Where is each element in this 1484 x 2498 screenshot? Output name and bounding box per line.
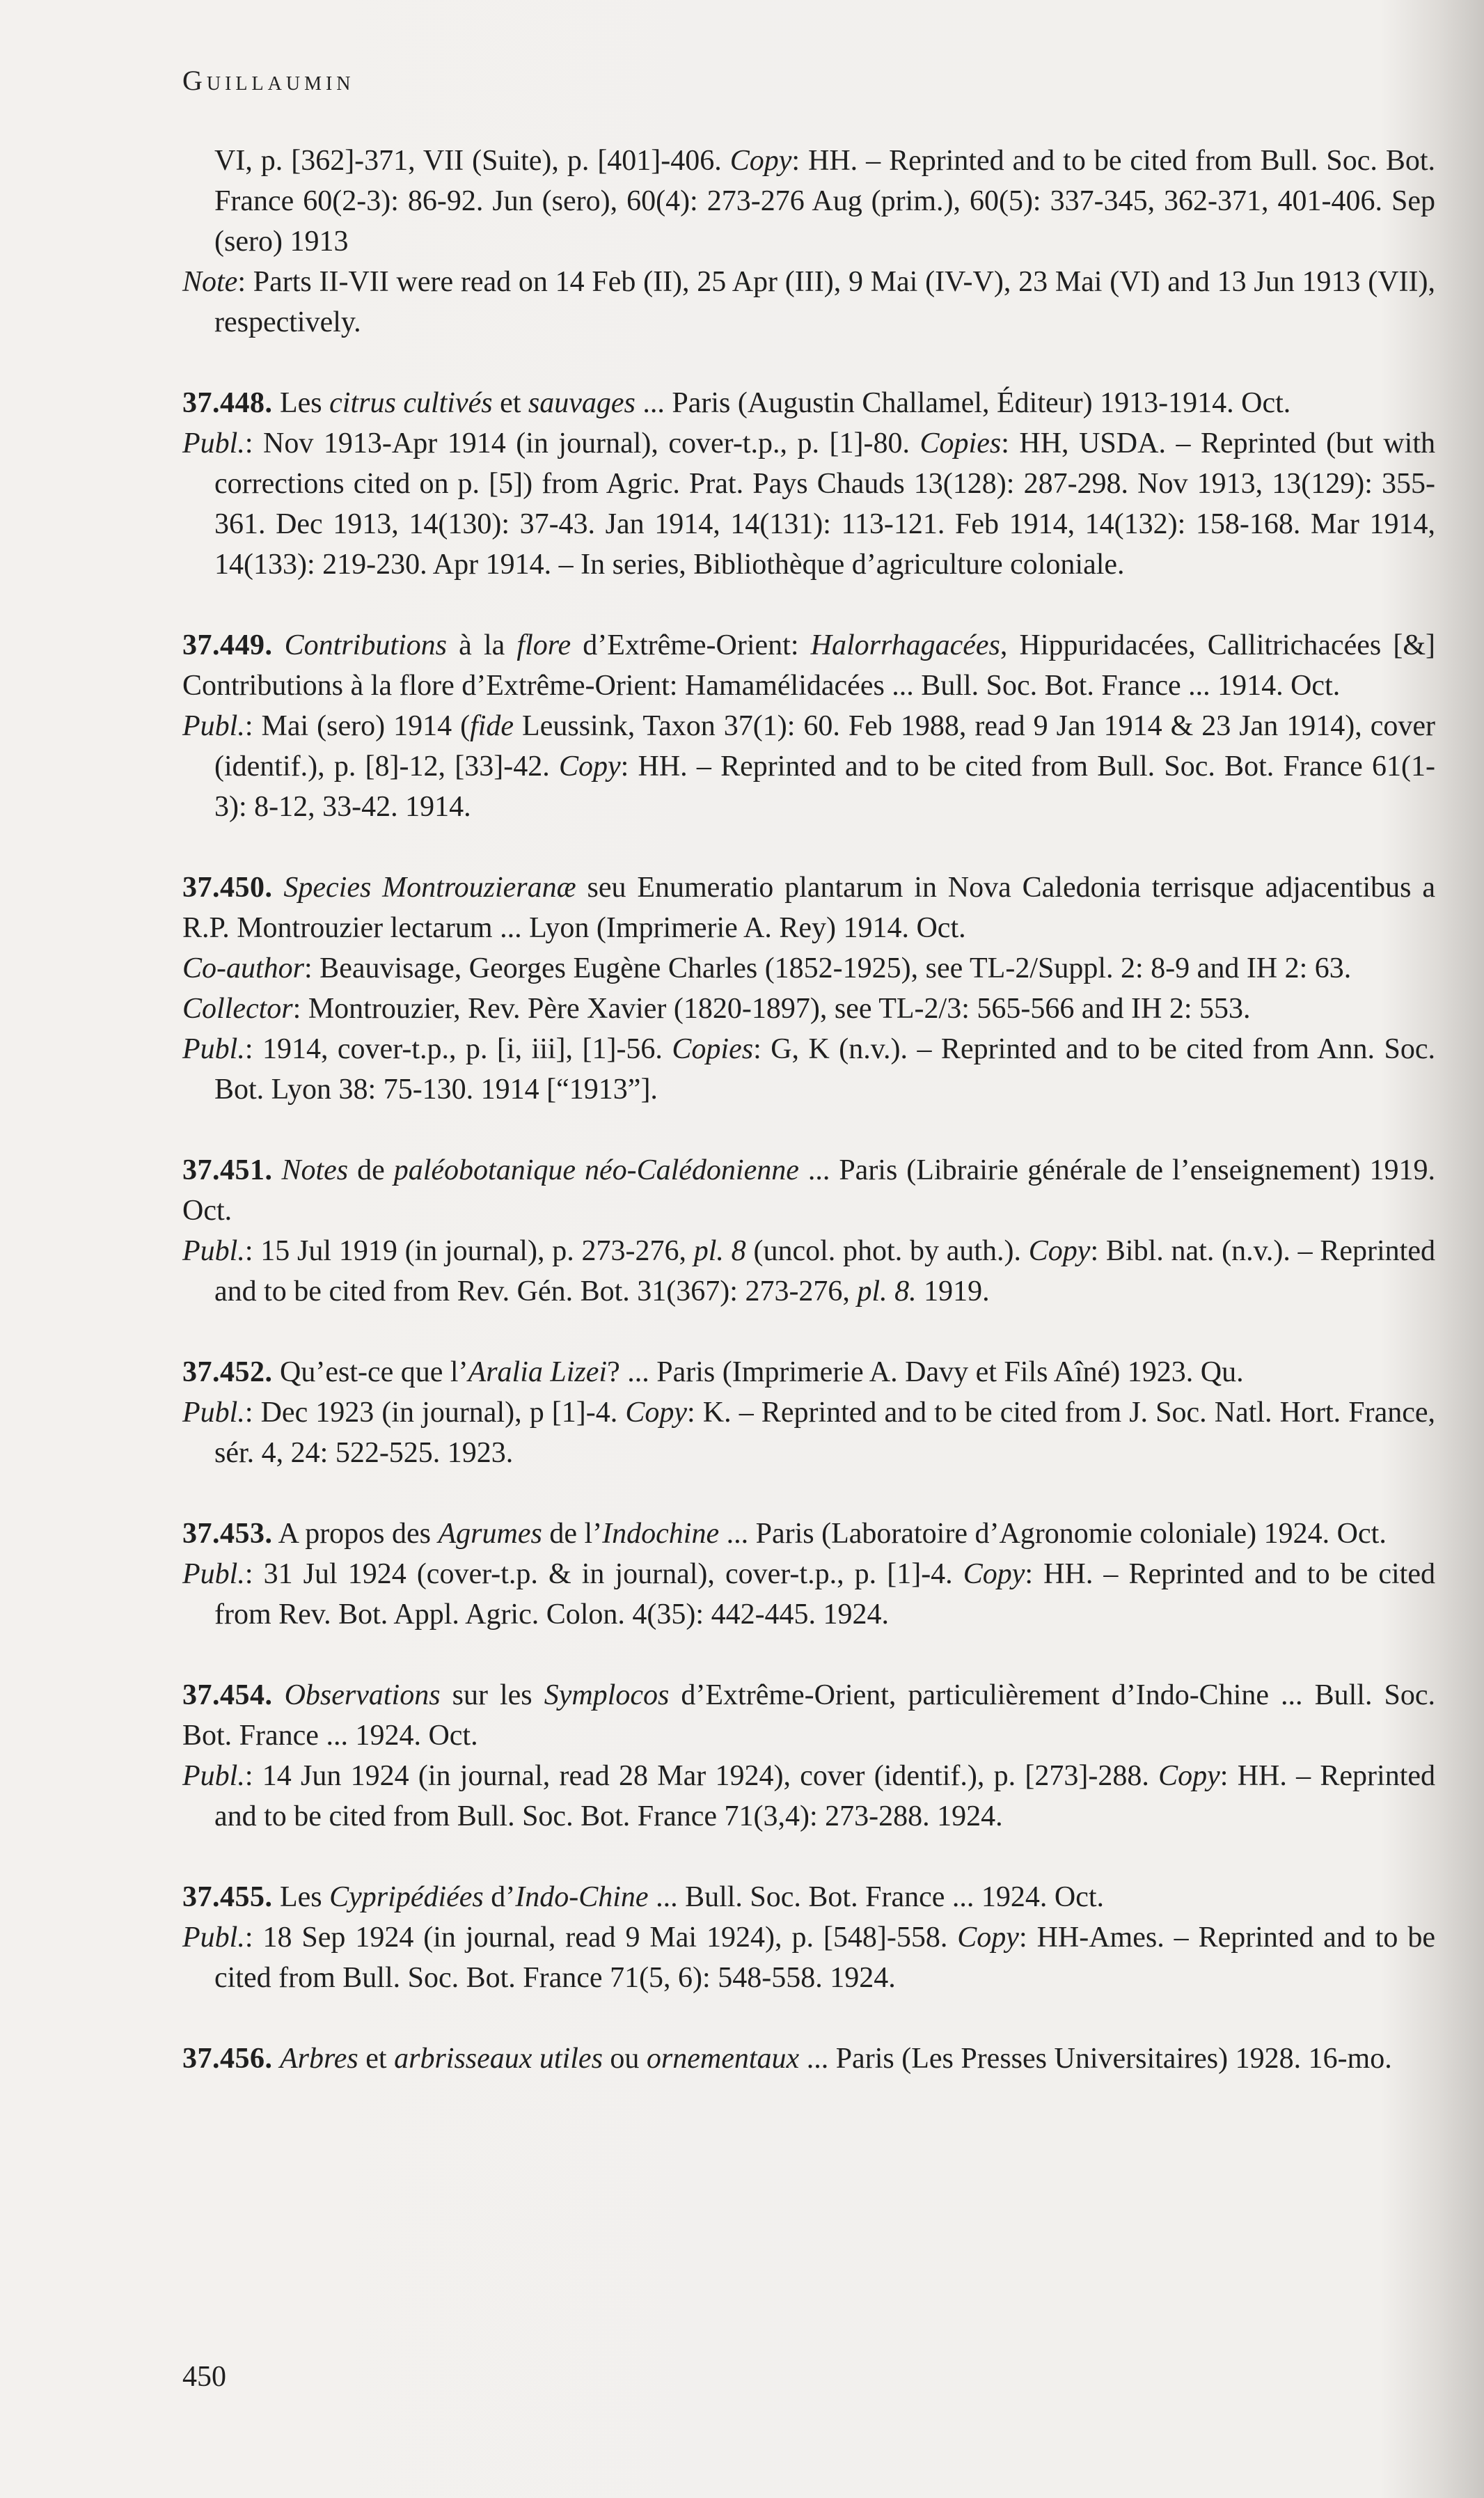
text-run: : 15 Jul 1919 (in journal), p. 273-276, [244,1235,694,1267]
text-run: ... Paris (Les Presses Universitaires) 1928. 16-mo. [799,2043,1392,2075]
italic-text: Cypripédiées [329,1881,484,1913]
text-run [273,872,284,904]
text-run: : Nov 1913-Apr 1914 (in journal), cover-t.p., p. [1]-80. [244,427,920,459]
italic-text: Copy [729,145,792,177]
text-run: Qu’est-ce que l’ [272,1356,468,1388]
text-run: : 14 Jun 1924 (in journal, read 28 Mar 1924), cover (identif.), p. [273]-288. [244,1760,1159,1792]
entry-number: 37.456. [182,2043,273,2075]
entry-field [182,262,1435,343]
text-run: : Dec 1923 (in journal), p [1]-4. [244,1397,626,1429]
entry-title [182,383,1435,423]
running-head: Guillaumin [182,65,355,96]
entry-number: 37.449. [182,629,273,661]
italic-text: Agrumes [438,1518,542,1550]
text-run: Les [272,1881,330,1913]
text-run: : HH. – Reprinted and to be cited from Bull. Soc. Bot. France 61(1-3): 8-12, 33-42. 1914. [214,751,1435,823]
italic-text: citrus cultivés [329,387,493,419]
text-run: (uncol. phot. by auth.). [745,1235,1029,1267]
entry-field [182,1392,1435,1473]
italic-text: Collector [182,993,293,1025]
text-run: ou [602,2043,647,2075]
entry-number: 37.450. [182,872,273,904]
italic-text: ornementaux [646,2043,800,2075]
text-run: : 18 Sep 1924 (in journal, read 9 Mai 1924), p. [548]-558. [244,1922,958,1954]
text-run: d’ [483,1881,516,1913]
italic-text: Copies [672,1033,754,1065]
text-run: d’Extrême-Orient: [571,629,811,661]
bibliography-entries [182,141,1435,2119]
bibliography-entry [182,625,1435,827]
text-run: ? ... Paris (Imprimerie A. Davy et Fils Aîné) 1923. Qu. [607,1356,1244,1388]
italic-text: Publ. [182,1760,245,1792]
text-run: : HH. – Reprinted and to be cited from Bull. Soc. Bot. France 60(2-3): 86-92. Jun (sero), 60(4): 273-276 Aug (prim.), 60(5): 337-345, 362-371, 401-406. Sep (sero) 1913 [214,145,1436,258]
entry-field [182,706,1435,827]
entry-title [182,1675,1435,1756]
bibliography-entry [182,867,1435,1110]
text-run: : 31 Jul 1924 (cover-t.p. & in journal), cover-t.p., p. [1]-4. [244,1558,963,1590]
entry-title [182,2039,1435,2079]
italic-text: Copies [919,427,1002,459]
page-number: 450 [182,2361,226,2393]
text-run: : Parts II-VII were read on 14 Feb (II), 25 Apr (III), 9 Mai (IV-V), 23 Mai (VI) and 13 Jun 1913 (VII), respectively. [214,266,1435,338]
entry-field [182,1029,1435,1110]
text-run: : Beauvisage, Georges Eugène Charles (1852-1925), see TL-2/Suppl. 2: 8-9 and IH 2: 63. [304,952,1352,984]
text-run: ... Paris (Librairie générale de l’enseignement) 1919. Oct. [182,1154,1435,1227]
italic-text: Publ. [182,1397,245,1429]
italic-text: fide [470,710,514,742]
text-run: et [492,387,528,419]
entry-field [182,423,1435,585]
italic-text: Observations [284,1679,441,1711]
text-run: et [358,2043,395,2075]
italic-text: Indochine [602,1518,720,1550]
text-run [273,2043,281,2075]
text-run [273,1679,285,1711]
entry-field [182,1231,1435,1312]
entry-number: 37.453. [182,1518,273,1550]
italic-text: Publ. [182,427,245,459]
text-run: ... Bull. Soc. Bot. France ... 1924. Oct. [648,1881,1105,1913]
italic-text: Species Montrouzieranæ [283,872,576,904]
bibliography-entry [182,2039,1435,2079]
text-run: : HH. – Reprinted and to be cited from Rev. Bot. Appl. Agric. Colon. 4(35): 442-445. 1924. [214,1558,1435,1631]
text-run: sur les [440,1679,544,1711]
italic-text: Copy [558,751,621,783]
text-run [273,629,285,661]
italic-text: Note [182,266,238,298]
bibliography-entry [182,1150,1435,1312]
text-run: VI, p. [362]-371, VII (Suite), p. [401]-406. [214,145,730,177]
text-run: A propos des [272,1518,439,1550]
text-run: : Bibl. nat. (n.v.). – Reprinted and to be cited from Rev. Gén. Bot. 31(367): 273-276, [214,1235,1435,1307]
entry-title [182,1352,1435,1392]
italic-text: Publ. [182,1922,245,1954]
text-run: : G, K (n.v.). – Reprinted and to be cited from Ann. Soc. Bot. Lyon 38: 75-130. 1914 [“1913”]. [214,1033,1435,1106]
italic-text: Publ. [182,1235,245,1267]
italic-text: pl. 8 [693,1235,746,1267]
bibliography-entry [182,1352,1435,1473]
text-run: : HH. – Reprinted and to be cited from Bull. Soc. Bot. France 71(3,4): 273-288. 1924. [214,1760,1436,1832]
italic-text: Publ. [182,1033,245,1065]
entry-title [182,1514,1435,1554]
bibliography-entry [182,1514,1435,1635]
entry-field [182,1756,1435,1837]
text-run: Les [272,387,330,419]
entry-title [182,867,1435,948]
italic-text: paléobotanique néo-Calédonienne [393,1154,799,1186]
italic-text: Symplocos [544,1679,670,1711]
text-run: : HH-Ames. – Reprinted and to be cited from Bull. Soc. Bot. France 71(5, 6): 548-558. 1924. [214,1922,1435,1994]
entry-number: 37.454. [182,1679,273,1711]
italic-text: Aralia Lizei [468,1356,608,1388]
italic-text: Copy [963,1558,1025,1590]
entry-number: 37.451. [182,1154,273,1186]
italic-text: Copy [1028,1235,1091,1267]
italic-text: Publ. [182,710,245,742]
bibliography-entry [182,1877,1435,1998]
text-run: de l’ [542,1518,603,1550]
italic-text: Copy [625,1397,688,1429]
entry-number: 37.455. [182,1881,273,1913]
text-run: Leussink, Taxon 37(1): 60. Feb 1988, read 9 Jan 1914 & 23 Jan 1914), cover (identif.), p. [8]-12, [33]-42. [214,710,1435,783]
italic-text: arbrisseaux utiles [394,2043,603,2075]
text-run: à la [447,629,517,661]
entry-number: 37.448. [182,387,273,419]
italic-text: sauvages [528,387,636,419]
italic-text: Arbres [280,2043,358,2075]
italic-text: Halorrhagacées [810,629,1000,661]
italic-text: Contributions [284,629,448,661]
text-run: ... Paris (Augustin Challamel, Éditeur) 1913-1914. Oct. [635,387,1291,419]
italic-text: Co-author [182,952,305,984]
entry-field [182,989,1435,1029]
text-run: , Hippuridacées, Callitrichacées [&] Contributions à la flore d’Extrême-Orient: Hamamélidacées ... Bull. Soc. Bot. France ... 1914. Oct. [182,629,1436,702]
entry-continuation [182,141,1435,262]
entry-field [182,1917,1435,1998]
italic-text: Copy [957,1922,1019,1954]
entry-field [182,948,1435,989]
entry-number: 37.452. [182,1356,273,1388]
text-run: 1919. [916,1275,990,1307]
text-run: : HH, USDA. – Reprinted (but with corrections cited on p. [5]) from Agric. Prat. Pays Chauds 13(128): 287-298. Nov 1913, 13(129): 355-361. Dec 1913, 14(130): 37-43. Jan 1914, 14(131): 113-121. Feb 1914, 14(132): 158-168. Mar 1914, 14(133): 219-230. Apr 1914. – In series, Bibliothèque d’agriculture coloniale. [214,427,1435,581]
text-run [273,1154,282,1186]
entry-field [182,1554,1435,1635]
entry-title [182,1150,1435,1231]
bibliography-entry [182,383,1435,585]
text-run: ... Paris (Laboratoire d’Agronomie coloniale) 1924. Oct. [719,1518,1387,1550]
italic-text: Publ. [182,1558,245,1590]
italic-text: pl. 8. [857,1275,917,1307]
text-run: : K. – Reprinted and to be cited from J. Soc. Natl. Hort. France, sér. 4, 24: 522-525. 1923. [214,1397,1436,1469]
text-run: seu Enumeratio plantarum in Nova Caledonia terrisque adjacentibus a R.P. Montrouzier lectarum ... Lyon (Imprimerie A. Rey) 1914. Oct. [182,872,1435,944]
entry-title [182,625,1435,706]
italic-text: Notes [281,1154,349,1186]
text-run: : 1914, cover-t.p., p. [i, iii], [1]-56. [244,1033,672,1065]
text-run: d’Extrême-Orient, particulièrement d’Indo-Chine ... Bull. Soc. Bot. France ... 1924. Oct. [182,1679,1435,1752]
text-run: de [348,1154,394,1186]
entry-title [182,1877,1435,1917]
bibliography-entry [182,141,1435,343]
bibliography-entry [182,1675,1435,1837]
italic-text: Indo-Chine [515,1881,649,1913]
text-run: : Montrouzier, Rev. Père Xavier (1820-1897), see TL-2/3: 565-566 and IH 2: 553. [292,993,1251,1025]
text-run: : Mai (sero) 1914 ( [244,710,471,742]
italic-text: Copy [1158,1760,1220,1792]
italic-text: flore [516,629,571,661]
